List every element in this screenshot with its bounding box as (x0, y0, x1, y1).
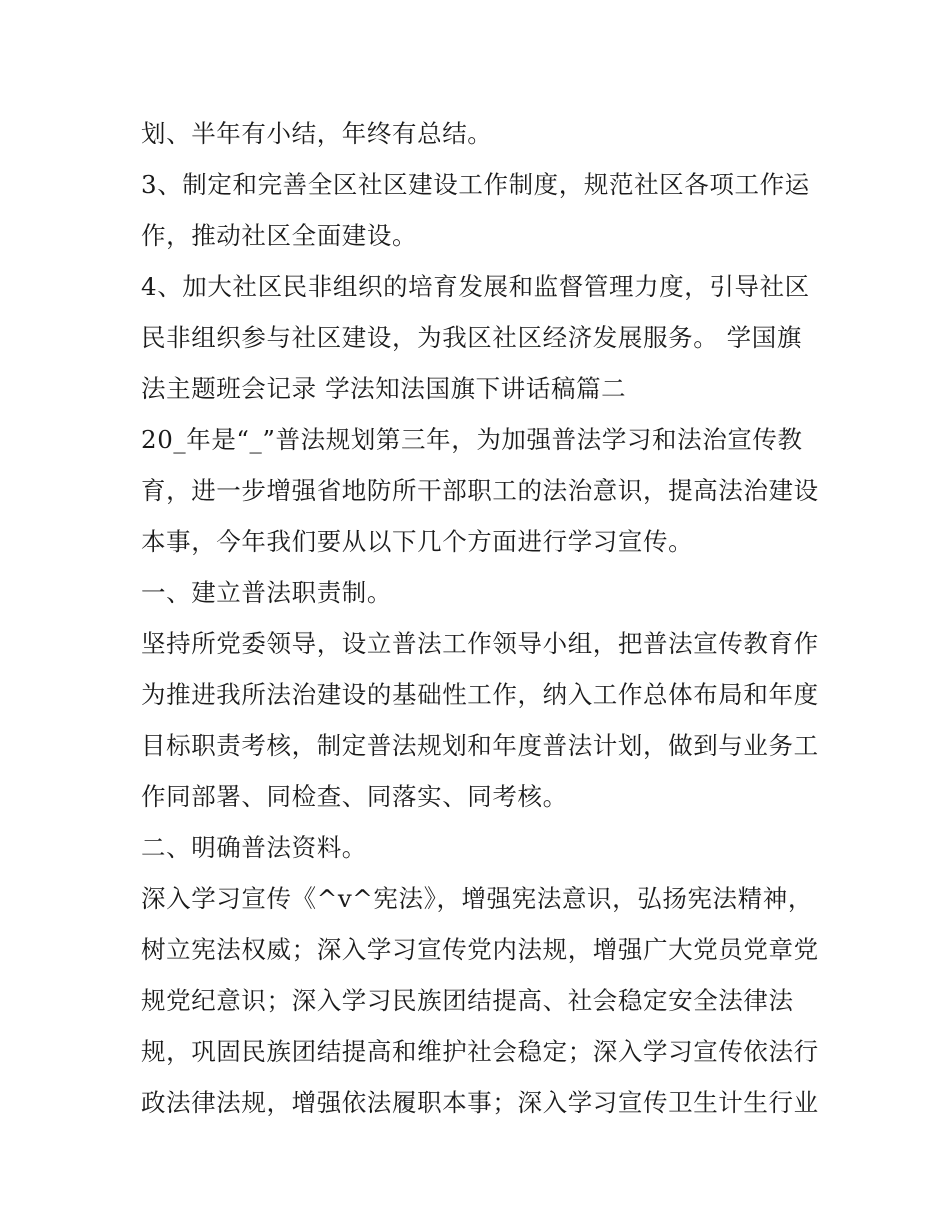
text-line: 规，巩固民族团结提高和维护社会稳定；深入学习宣传依法行 (141, 1037, 819, 1066)
section-heading: 一、建立普法职责制。 (141, 578, 392, 607)
text-line: 本事，今年我们要从以下几个方面进行学习宣传。 (141, 527, 694, 556)
text-line: 法主题班会记录 学法知法国旗下讲话稿篇二 (141, 374, 627, 403)
text-line: 育，进一步增强省地防所干部职工的法治意识，提高法治建设 (141, 476, 819, 505)
section-heading: 二、明确普法资料。 (141, 833, 367, 862)
text-line: 3、制定和完善全区社区建设工作制度，规范社区各项工作运 (141, 170, 810, 199)
text-line: 政法律法规，增强依法履职本事；深入学习宣传卫生计生行业 (141, 1088, 819, 1117)
text-line: 作同部署、同检查、同落实、同考核。 (141, 782, 568, 811)
text-line: 为推进我所法治建设的基础性工作，纳入工作总体布局和年度 (141, 680, 819, 709)
text-line: 20_年是“_”普法规划第三年，为加强普法学习和法治宣传教 (141, 425, 803, 454)
text-line: 民非组织参与社区建设，为我区社区经济发展服务。 学国旗 (141, 323, 802, 352)
text-line: 规党纪意识；深入学习民族团结提高、社会稳定安全法律法 (141, 986, 794, 1015)
text-line: 坚持所党委领导，设立普法工作领导小组，把普法宣传教育作 (141, 629, 819, 658)
text-line: 划、半年有小结，年终有总结。 (141, 119, 493, 148)
document-body (141, 108, 821, 1128)
text-line: 深入学习宣传《^v^宪法》，增强宪法意识，弘扬宪法精神， (141, 884, 813, 913)
text-line: 目标职责考核，制定普法规划和年度普法计划，做到与业务工 (141, 731, 819, 760)
text-line: 作，推动社区全面建设。 (141, 221, 418, 250)
text-line: 树立宪法权威；深入学习宣传党内法规，增强广大党员党章党 (141, 935, 819, 964)
text-line: 4、加大社区民非组织的培育发展和监督管理力度，引导社区 (141, 272, 810, 301)
